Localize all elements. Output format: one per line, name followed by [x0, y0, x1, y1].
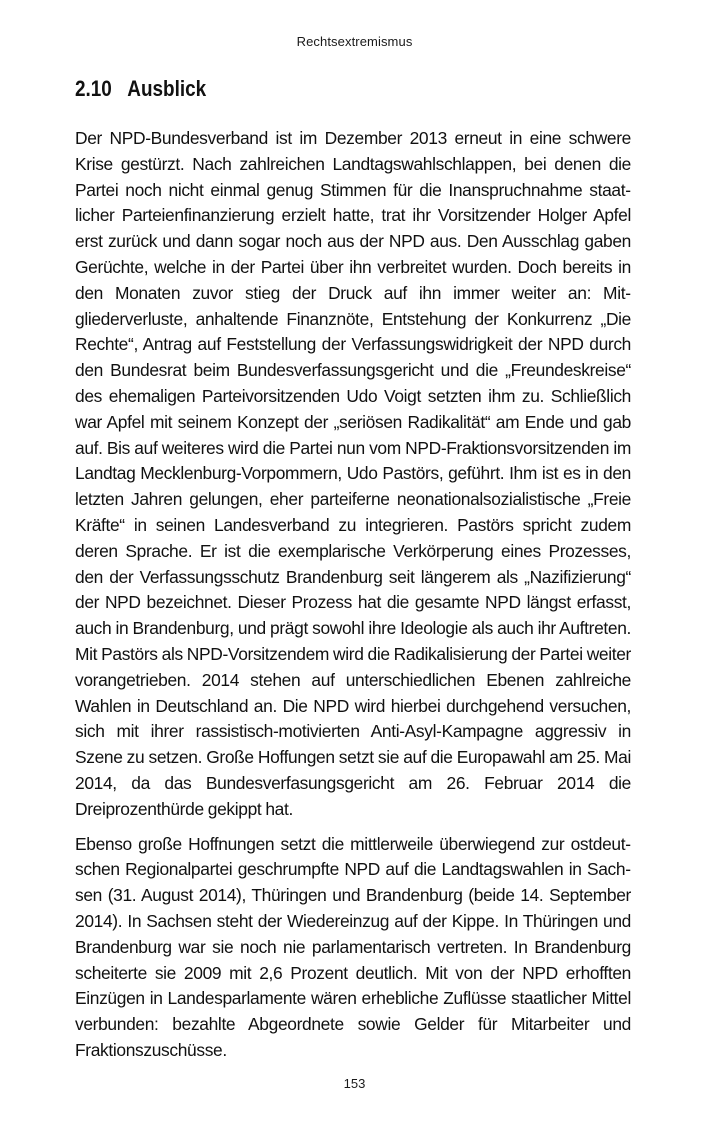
paragraph: Der NPD-Bundesverband ist im Dezember 2013 erneut in eine schwere Krise gestürzt. Nach zahlreichen Landtagswahlschlappen, bei denen die Partei noch nicht einmal genug Stimmen für die Inanspruchnahme staatlicher Parteienfinanzierung erzielt hatte, trat ihr Vorsitzender Holger Apfel erst zurück und dann sogar noch aus der NPD aus. Den Ausschlag gaben Gerüchte, welche in der Partei über ihn verbreitet wurden. Doch bereits in den Monaten zuvor stieg der Druck auf ihn immer weiter an: Mitgliederverluste, anhaltende Finanznöte, Entstehung der Konkurrenz „Die Rechte“, Antrag auf Feststellung der Verfassungswidrigkeit der NPD durch den Bundesrat beim Bundesverfassungsgericht und die „Freundeskreise“ des ehemaligen Parteivorsitzenden Udo Voigt setzten ihm zu. Schließlich war Apfel mit seinem Konzept der „seriösen Radikalität“ am Ende und gab auf. Bis auf weiteres wird die Partei nun vom NPD-Fraktionsvorsitzenden im Landtag Mecklenburg-Vorpommern, Udo Pastörs, geführt. Ihm ist es in den letzten Jahren gelungen, eher parteiferne neonationalsozialistische „Freie Kräfte“ in seinen Landesverband zu integrieren. Pastörs spricht zudem deren Sprache. Er ist die exemplarische Verkörperung eines Prozesses, den der Verfassungsschutz Brandenburg seit längerem als „Nazifizierung“ der NPD bezeichnet. Dieser Prozess hat die gesamte NPD längst erfasst, auch in Brandenburg, und prägt sowohl ihre Ideologie als auch ihr Auftreten. Mit Pastörs als NPD-Vorsitzendem wird die Radikalisierung der Partei weiter vorangetrieben. 2014 stehen auf unterschiedlichen Ebenen zahlreiche Wahlen in Deutschland an. Die NPD wird hierbei durchgehend versuchen, sich mit ihrer rassistisch-motivierten Anti-Asyl-Kampagne aggressiv in Szene zu setzen. Große Hoffungen setzt sie auf die Europawahl am 25. Mai 2014, da das Bundesverfasungsgericht am 26. Februar 2014 die Dreiprozenthürde gekippt hat.	[75, 128, 631, 819]
section-number: 2.10	[75, 76, 112, 101]
page-number: 153	[343, 1076, 366, 1091]
section-title: Ausblick	[127, 76, 207, 101]
section-heading	[75, 76, 206, 102]
body-text	[75, 126, 631, 1064]
paragraph: Ebenso große Hoffnungen setzt die mittlerweile überwiegend zur ostdeutschen Regionalpartei geschrumpfte NPD auf die Landtagswahlen in Sachsen (31. August 2014), Thüringen und Brandenburg (beide 14. September 2014). In Sachsen steht der Wiedereinzug auf der Kippe. In Thüringen und Brandenburg war sie noch nie parlamentarisch vertreten. In Brandenburg scheiterte sie 2009 mit 2,6 Prozent deutlich. Mit von der NPD erhofften Einzügen in Landesparlamente wären erhebliche Zuflüsse staatlicher Mittel verbunden: bezahlte Abgeordnete sowie Gelder für Mitarbeiter und Fraktionszuschüsse.	[75, 833, 631, 1060]
running-header: Rechtsextremismus	[296, 34, 413, 49]
